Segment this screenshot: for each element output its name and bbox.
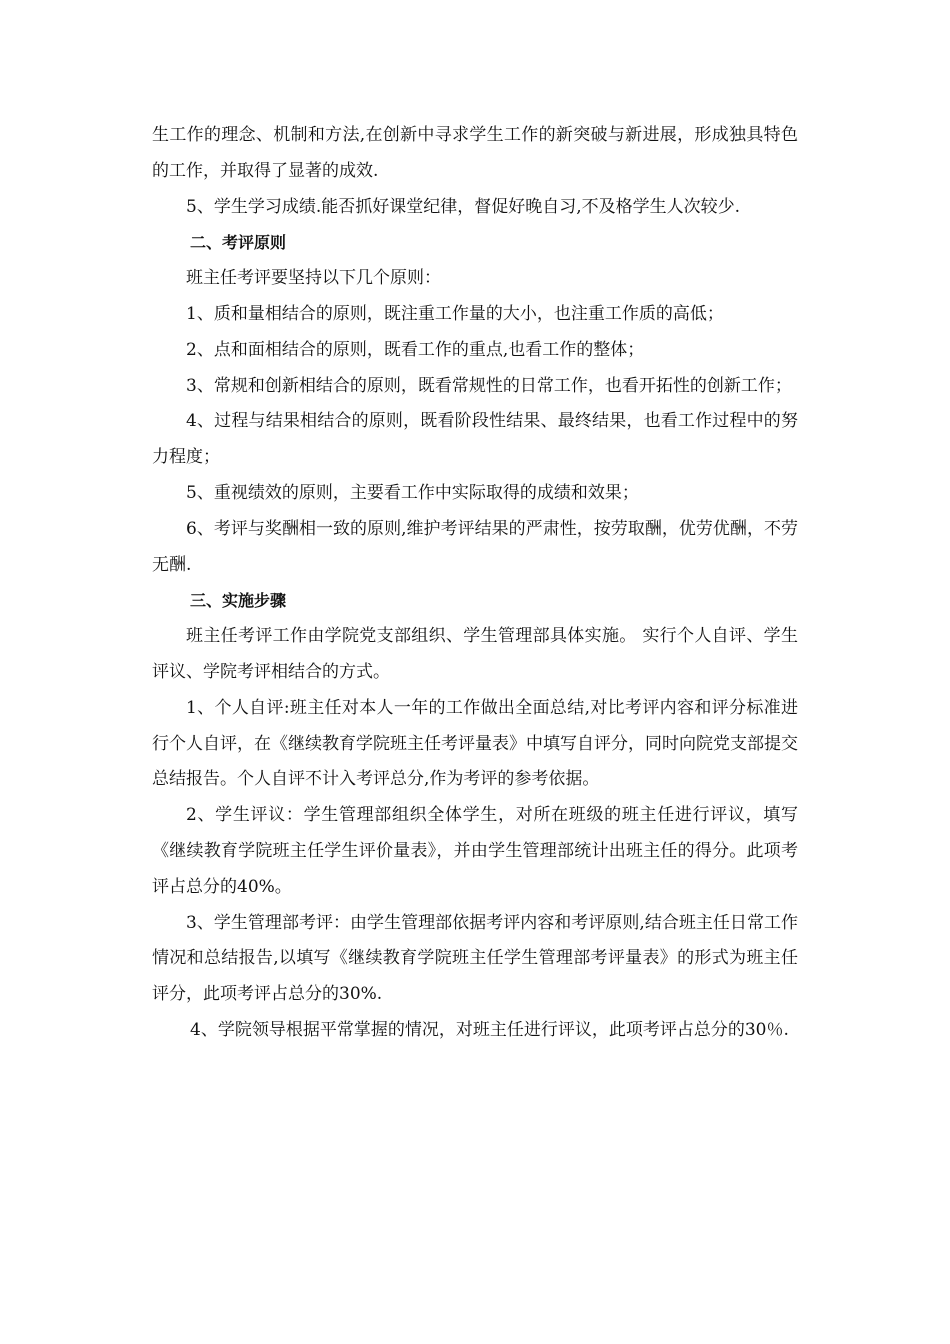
paragraph-principle-3: 3、常规和创新相结合的原则，既看常规性的日常工作，也看开拓性的创新工作；: [186, 375, 792, 396]
section-heading-principles: 二、考评原则: [190, 233, 287, 253]
paragraph-step-3-management-review: 3、学生管理部考评：由学生管理部依据考评内容和考评原则,结合班主任日常工作情况和总结报告,以填写《继续教育学院班主任学生管理部考评量表》的形式为班主任评分，此项考评占总分的30%.: [152, 912, 798, 1005]
section-heading-steps: 三、实施步骤: [190, 591, 287, 611]
paragraph-principle-4: 4、过程与结果相结合的原则，既看阶段性结果、最终结果，也看工作过程中的努力程度；: [152, 411, 798, 468]
paragraph-steps-intro: 班主任考评工作由学院党支部组织、学生管理部具体实施。 实行个人自评、学生评议、学院考评相结合的方式。: [152, 626, 798, 682]
paragraph-principle-1: 1、质和量相结合的原则，既注重工作量的大小，也注重工作质的高低；: [186, 303, 724, 324]
paragraph-step-1-self-review: 1、个人自评:班主任对本人一年的工作做出全面总结,对比考评内容和评分标准进行个人自评，在《继续教育学院班主任考评量表》中填写自评分，同时向院党支部提交总结报告。个人自评不计入考评总分,作为考评的参考依据。: [152, 697, 798, 790]
paragraph-principles-intro: 班主任考评要坚持以下几个原则：: [186, 268, 441, 289]
paragraph-item-5-grades: 5、学生学习成绩.能否抓好课堂纪律，督促好晚自习,不及格学生人次较少.: [186, 196, 741, 217]
document-body: [152, 118, 798, 1049]
paragraph-principle-5: 5、重视绩效的原则，主要看工作中实际取得的成绩和效果；: [186, 482, 639, 503]
paragraph-principle-2: 2、点和面相结合的原则，既看工作的重点,也看工作的整体；: [186, 339, 645, 360]
paragraph-step-2-student-review: 2、学生评议：学生管理部组织全体学生，对所在班级的班主任进行评议，填写《继续教育学院班主任学生评价量表》，并由学生管理部统计出班主任的得分。此项考评占总分的40%。: [152, 805, 798, 897]
paragraph-principle-6: 6、考评与奖酬相一致的原则,维护考评结果的严肃性，按劳取酬，优劳优酬，不劳无酬.: [152, 518, 798, 575]
paragraph-step-4-leadership-review: 4、学院领导根据平常掌握的情况，对班主任进行评议，此项考评占总分的30％.: [190, 1019, 789, 1040]
paragraph-continuation: 生工作的理念、机制和方法,在创新中寻求学生工作的新突破与新进展，形成独具特色的工作，并取得了显著的成效.: [152, 125, 798, 181]
